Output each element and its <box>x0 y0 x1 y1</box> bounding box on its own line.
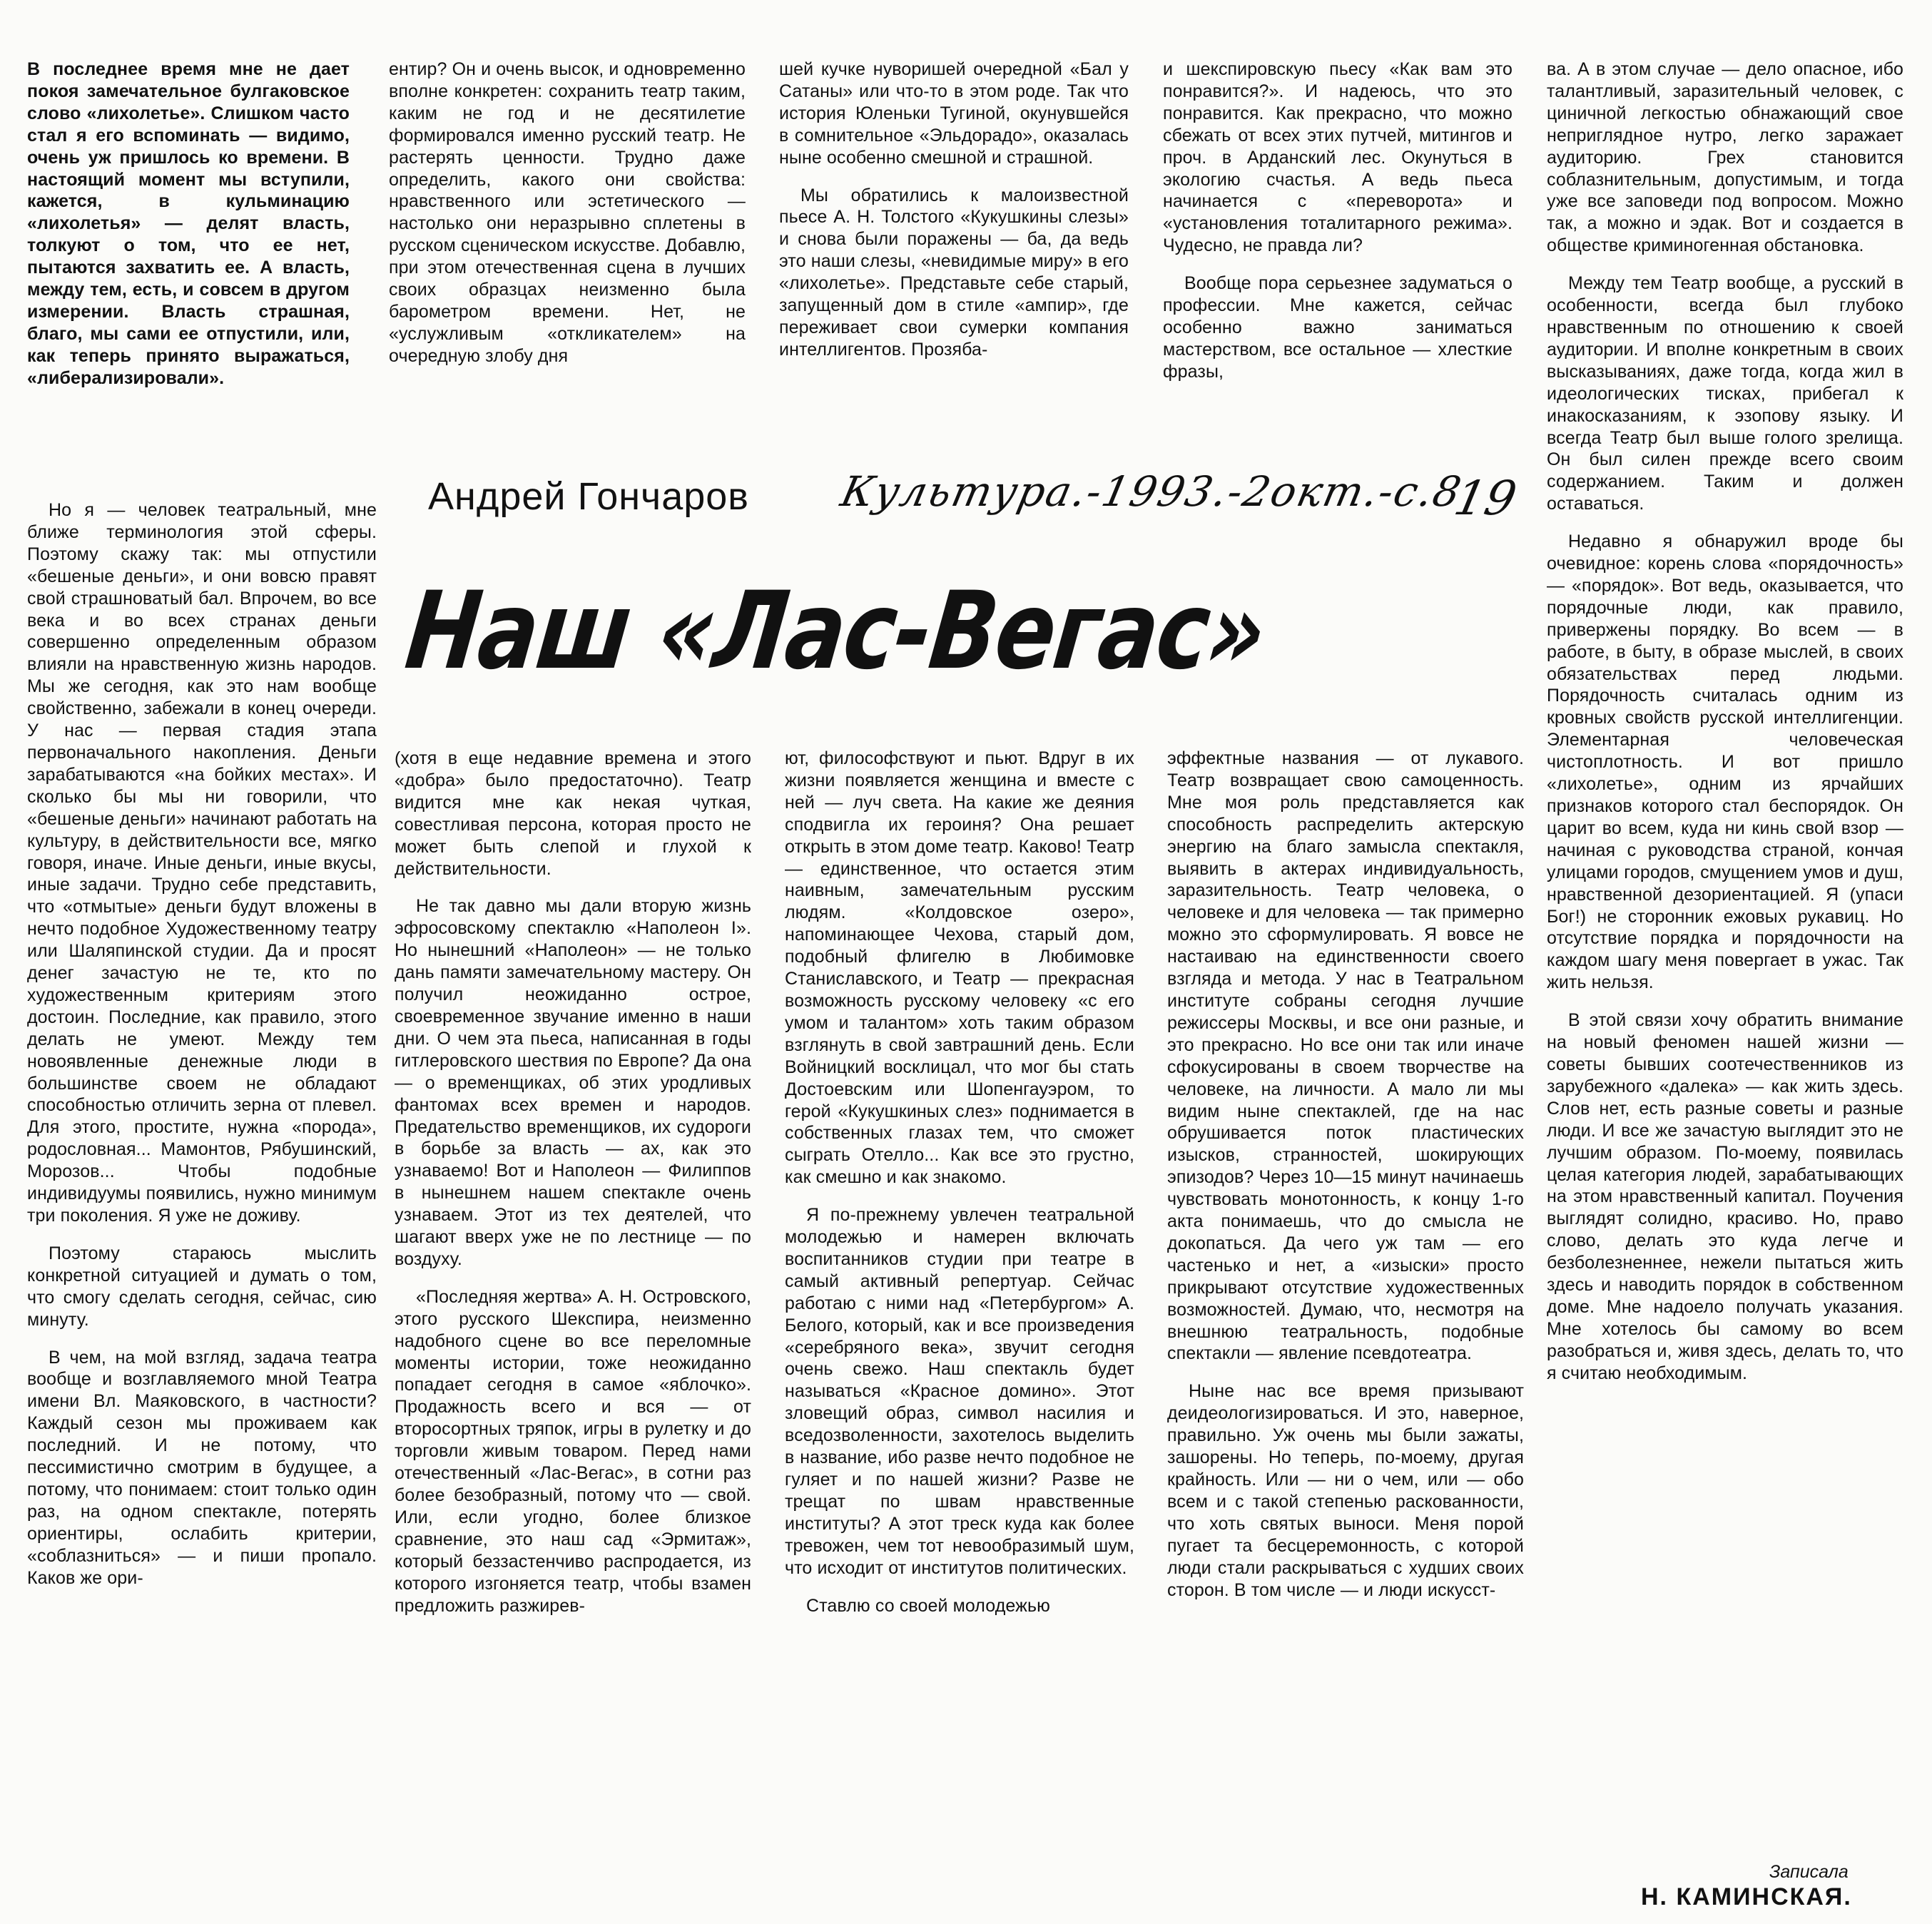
paragraph: ентир? Он и очень высок, и одновременно вполне конкретен: сохранить театр таким, каким не год и не десятилетие формировался именно русский театр. Не растерять ценности. Трудно даже определить, какого они свойства: нравственного или эстетического — настолько они неразрывно сплетены в русском сценическом искусстве. Добавлю, при этом отечественная сцена в лучших своих образцах неизменно была барометром времени. Нет, не «услужливым «откликателем» на очередную злобу дня <box>389 59 746 366</box>
column-2-bottom <box>395 748 751 1617</box>
paragraph: и шекспировскую пьесу «Как вам это понравится?». И надеюсь, что это понравится. Как прекрасно, что можно сбежать от всех этих путчей, митингов и проч. в Арданский лес. Окунуться в экологию счастья. А ведь пьеса начинается с «переворота» и «установления тоталитарного режима». Чудесно, не правда ли? <box>1163 59 1512 256</box>
intro-paragraph: В последнее время мне не дает покоя замечательное булгаковское слово «лихолетье». Слишком часто стал я его вспоминать — видимо, очень уж пришлось ко времени. В настоящий момент мы вступили, кажется, в кульминацию «лихолетья» — делят власть, толкуют о том, что ее нет, пытаются захватить ее. А власть, между тем, есть, и совсем в другом измерении. Власть страшная, благо, мы сами ее отпустили, или, как теперь принято выражаться, «либерализировали». <box>27 59 350 388</box>
paragraph: В этой связи хочу обратить внимание на новый феномен нашей жизни — советы бывших соотечественников из зарубежного «далека» — как жить здесь. Слов нет, есть разные советы и разные люди. И все же зачастую выглядит это не лучшим образом. По-моему, появилась целая категория людей, зарабатывающих на этом нравственный капитал. Поучения выглядят солидно, красиво. Но, право слово, делать это куда легче и безболезненнее, нежели пытаться жить здесь и наводить порядок в собственном доме. Мне надоело получать указания. Мне хотелось бы самому во всем разобраться и, живя здесь, делать то, что я считаю необходимым. <box>1547 1010 1903 1383</box>
intro-column <box>27 58 350 390</box>
column-2-top <box>389 58 746 367</box>
paragraph: ют, философствуют и пьют. Вдруг в их жизни появляется женщина и вместе с ней — луч света. На какие же деяния сподвигла их героиня? Она решает открыть в этом доме театр. Каково! Театр — единственное, что остается этим наивным, замечательным русским людям. «Колдовское озеро», напоминающее Чехова, старый дом, подобный флигелю в Любимовке Станиславского, и Театр — прекрасная возможность русскому человеку «с его умом и талантом» хоть таким образом взглянуть в свой завтрашний день. Если Войницкий восклицал, что мог бы стать Достоевским или Шопенгауэром, то герой «Кукушкиных слез» поднимается в собственных глазах тем, что сможет сыграть Отелло... Как все это грустно, как смешно и как знакомо. <box>785 748 1134 1188</box>
column-4-bottom <box>1167 748 1524 1601</box>
paragraph: Недавно я обнаружил вроде бы очевидное: корень слова «порядочность» — «порядок». Вот ведь, оказывается, что порядочные люди, как правило, привержены порядку. Во всем — в работе, в быту, в образе мыслей, в своих обязательствах перед людьми. Порядочность считалась одним из кровных свойств русской интеллигенции. Элементарная человеческая чистоплотность. И вот пришло «лихолетье», одним из ярчайших признаков которого стал беспорядок. Он царит во всем, куда ни кинь свой взор — начиная с руководства страной, кончая улицами городов, смущением умов и душ, нравственной дезориентацией. Я (упаси Бог!) не сторонник ежовых рукавиц. Но отсутствие порядка и порядочности на каждом шагу меня повергает в ужас. Так жить нельзя. <box>1547 531 1903 993</box>
paragraph: Но я — человек театральный, мне ближе терминология этой сферы. Поэтому скажу так: мы отпустили «бешеные деньги», и они вовсю правят свой страшноватый бал. Впрочем, во все века и во всех странах деньги совершенно определенным образом влияли на нравственную жизнь народов. Мы же сегодня, как это нам вообще свойственно, забежали в конец очереди. У нас — первая стадия этапа первоначального накопления. Деньги зарабатываются «на бойких местах». И сколько бы мы ни говорили, что «бешеные деньги» начинают работать на культуру, в действительности все, мягко говоря, иначе. Иные деньги, иные вкусы, иные задачи. Трудно себе представить, что «отмытые» деньги будут вложены в нечто подобное Художественному театру или Шаляпинской студии. Да и просят денег зачастую не те, кто по художественным критериям этого достоин. Последние, как правило, этого делать не умеют. Между тем новоявленные денежные люди в большинстве своем не обладают способностью отличить зерна от плевел. Для этого, простите, нужна «порода», родословная... Мамонтов, Рябушинский, Морозов... Чтобы подобные индивидуумы появились, нужно минимум три поколения. Я уже не доживу. <box>27 500 377 1226</box>
column-5 <box>1547 58 1903 1385</box>
column-1-bottom <box>27 499 377 1589</box>
paragraph: В чем, на мой взгляд, задача театра вообще и возглавляемого мной Театра имени Вл. Маяковского, в частности? Каждый сезон мы проживаем как последний. И не потому, что пессимистично смотрим в будущее, а потому, что понимаем: стоит только один раз, на одном спектакле, потерять ориентиры, ослабить критерии, «соблазниться» — и пиши пропало. Каков же ори- <box>27 1347 377 1588</box>
article-headline: Наш «Лас-Вегас» <box>400 569 1271 693</box>
handwritten-source-note: Культура.-1993.-2окт.-с.8 <box>836 467 1467 516</box>
paragraph: Ставлю со своей молодежью <box>806 1595 1050 1616</box>
paragraph: «Последняя жертва» А. Н. Островского, этого русского Шекспира, неизменно надобного сцене во все переломные моменты истории, тоже неожиданно попадает сегодня в самое «яблочко». Продажность всего и вся — от второсортных тряпок, игры в рулетку и до торговли живым товаром. Перед нами отечественный «Лас-Вегас», в сотни раз более безобразный, потому что — свой. Или, если угодно, более близкое сравнение, это наш сад «Эрмитаж», который беззастенчиво распродается, из которого изгоняется театр, чтобы взамен предложить разжирев- <box>395 1286 751 1616</box>
paragraph: (хотя в еще недавние времена и этого «добра» было предостаточно). Театр видится мне как некая чуткая, совестливая персона, которая просто не может быть слепой и глухой к действительности. <box>395 748 751 879</box>
paragraph: шей кучке нуворишей очередной «Бал у Сатаны» или что-то в этом роде. Так что история Юленьки Тугиной, окунувшейся в сомнительное «Эльдорадо», оказалась ныне особенно смешной и страшной. <box>779 59 1129 168</box>
paragraph: ва. А в этом случае — дело опасное, ибо талантливый, заразительный человек, с циничной легкостью обнажающий свое неприглядное нутро, легко заражает аудиторию. Грех становится соблазнительным, допустимым, и тогда уже все заповеди под вопросом. Можно так, а можно и эдак. Вот и создается в обществе криминогенная обстановка. <box>1547 59 1903 256</box>
paragraph: Вообще пора серьезнее задуматься о профессии. Мне кажется, сейчас особенно важно заниматься мастерством, все остальное — хлесткие фразы, <box>1163 273 1512 382</box>
column-4-top <box>1163 58 1512 383</box>
credit-label: Записала <box>1769 1862 1849 1882</box>
handwritten-page-number: 19 <box>1449 471 1522 526</box>
author-byline: Андрей Гончаров <box>428 475 749 518</box>
paragraph: Я по-прежнему увлечен театральной молодежью и намерен включать воспитанников студии при театре в самый активный репертуар. Сейчас работаю с ними над «Петербургом» А. Белого, который, как и все произведения «серебряного века», звучит сегодня очень свежо. Наш спектакль будет называться «Красное домино». Этот зловещий образ, символ насилия и вседозволенности, захотелось выделить в название, ибо разве нечто подобное не гуляет и по нашей жизни? Разве не трещат по швам нравственные институты? А этот треск куда как более тревожен, чем тот невообразимый шум, что исходит от институтов политических. <box>785 1205 1134 1578</box>
column-3-bottom <box>785 748 1134 1617</box>
paragraph: Не так давно мы дали вторую жизнь эфросовскому спектаклю «Наполеон I». Но нынешний «Наполеон» — не только дань памяти замечательному мастеру. Он получил неожиданно острое, своевременное звучание именно в наши дни. О чем эта пьеса, написанная в годы гитлеровского шествия по Европе? Да она — о временщиках, об этих уродливых фантомах всех времен и народов. Предательство временщиков, их судороги в борьбе за власть — ах, как это узнаваемо! Вот и Наполеон — Филиппов в нынешнем нашем спектакле очень узнаваем. Этот из тех деятелей, что шагают вверх уже не по лестнице — по воздуху. <box>395 896 751 1269</box>
paragraph: эффектные названия — от лукавого. Театр возвращает свою самоценность. Мне моя роль представляется как способность распределить актерскую энергию на благо замысла спектакля, выявить в актерах индивидуальность, заразительность. Театр человека, о человеке и для человека — так примерно можно это сформулировать. Я вовсе не настаиваю на единственности своего взгляда и метода. У нас в Театральном институте собраны сегодня лучшие режиссеры Москвы, и все они разные, и это прекрасно. Но все они так или иначе сфокусированы в своем творчестве на человеке, на личности. А мало ли мы видим ныне спектаклей, где на нас обрушивается поток пластических изысков, странностей, шокирующих эпизодов? Через 10—15 минут начинаешь чувствовать монотонность, к концу 1-го акта понимаешь, что до смысла не докопаться. Да чего уж там — его частенько и нет, а «изыски» просто прикрывают отсутствие художественных возможностей. Думаю, что, несмотря на внешнюю театральность, подобные спектакли — явление псевдотеатра. <box>1167 748 1524 1364</box>
column-3-top <box>779 58 1129 361</box>
paragraph: Поэтому стараюсь мыслить конкретной ситуацией и думать о том, что смогу сделать сегодня, сейчас, сию минуту. <box>27 1243 377 1330</box>
paragraph: Между тем Театр вообще, а русский в особенности, всегда был глубоко нравственным по отношению к своей аудитории. И вполне конкретным в своих высказываниях, даже тогда, когда жил в идеологических тисках, прибегал к инакосказаниям, к эзопову языку. И всегда Театр был выше голого зрелища. Он был силен прежде всего своим содержанием. Таким и должен оставаться. <box>1547 273 1903 514</box>
paragraph: Ныне нас все время призывают деидеологизироваться. И это, наверное, правильно. Уж очень мы были зажаты, зашорены. Но теперь, по-моему, другая крайность. Или — ни о чем, или — обо всем и с такой степенью раскованности, что хоть святых выноси. Меня порой пугает та бесцеремонность, с которой люди стали раскрываться с худших своих сторон. В том числе — и люди искусст- <box>1167 1381 1524 1600</box>
paragraph: Мы обратились к малоизвестной пьесе А. Н. Толстого «Кукушкины слезы» и снова были поражены — ба, да ведь это наши слезы, «невидимые миру» в его «лихолетье». Представьте себе старый, запущенный дом в стиле «ампир», где переживает свои сумерки компания интеллигентов. Прозяба- <box>779 185 1129 360</box>
credit-name: Н. КАМИНСКАЯ. <box>1641 1883 1852 1910</box>
